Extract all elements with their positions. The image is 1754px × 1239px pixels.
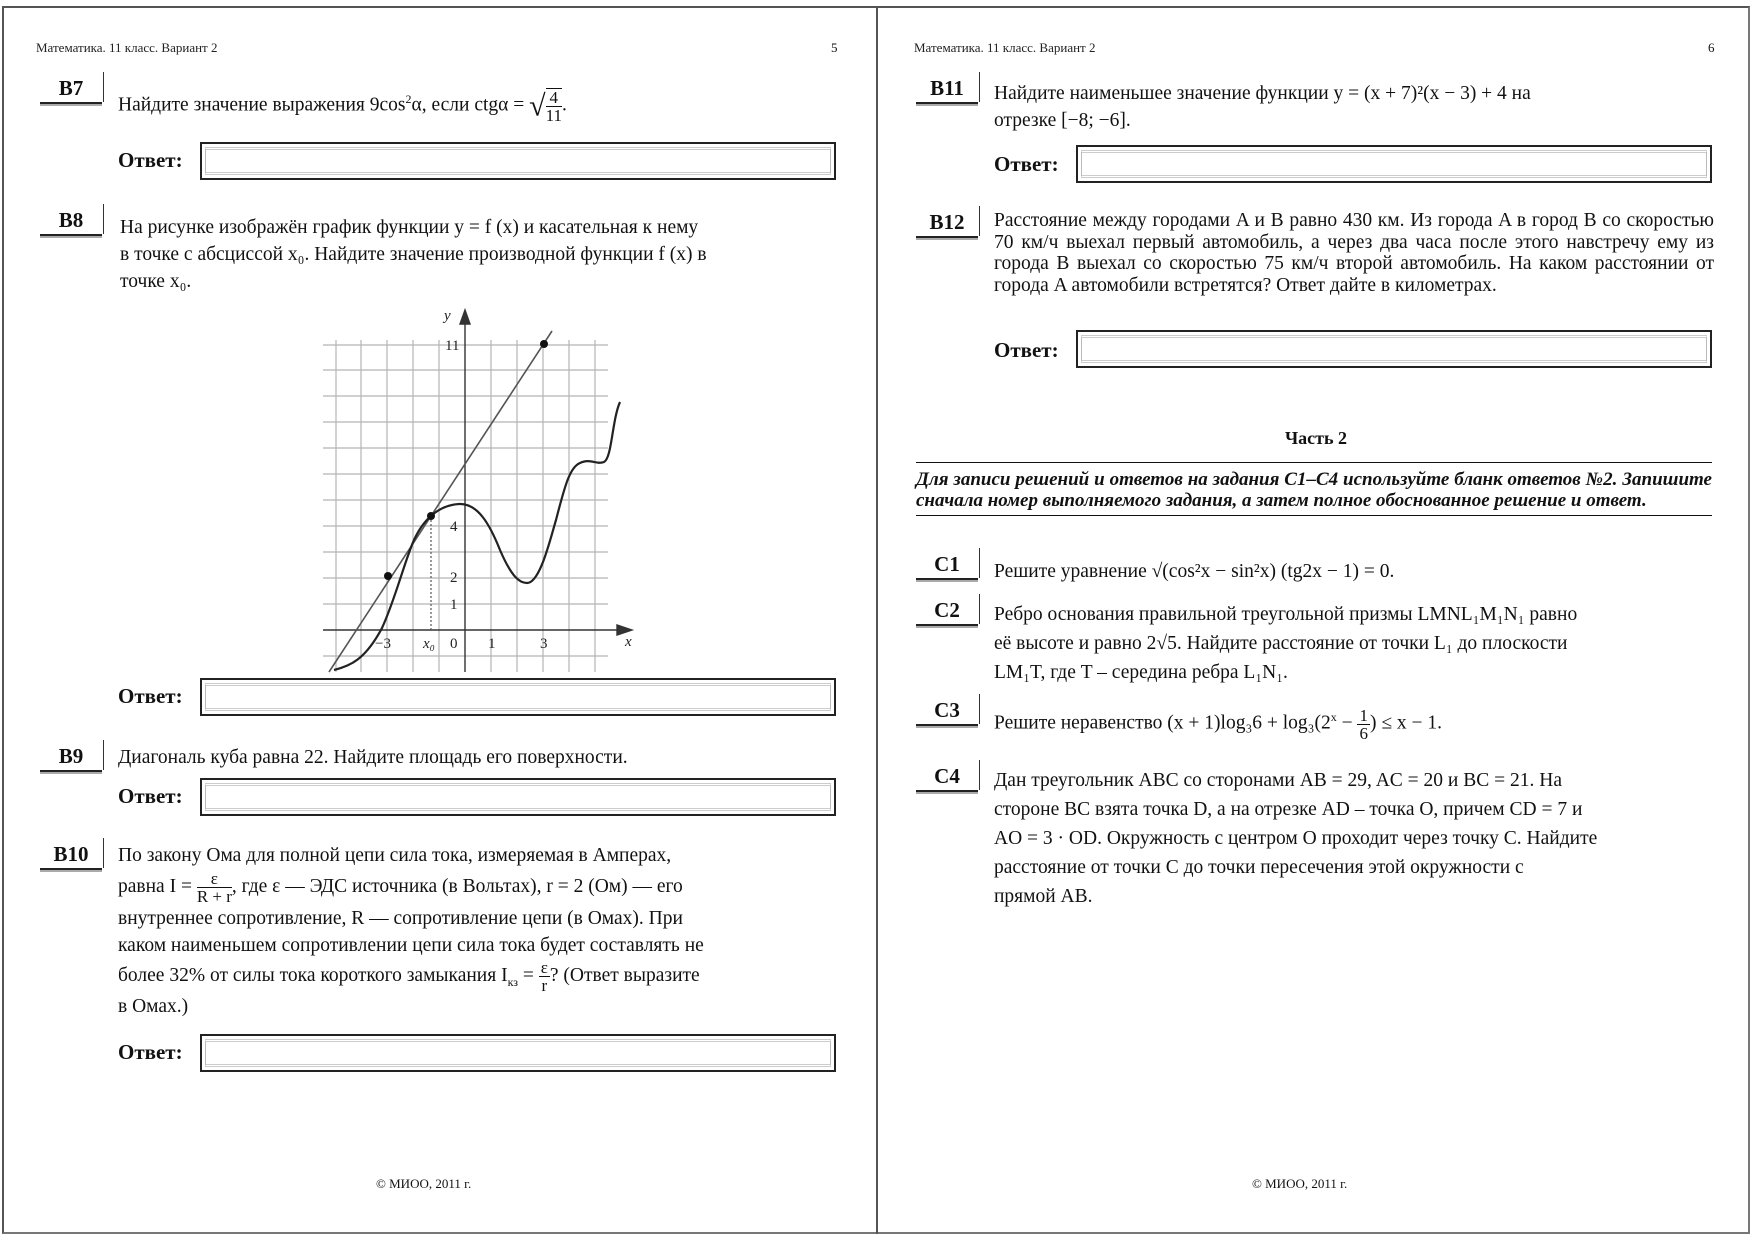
fraction-denominator: 11 bbox=[545, 106, 562, 126]
task-label-text: C4 bbox=[934, 764, 960, 788]
task-label-b10 bbox=[40, 842, 102, 870]
page-footer: © МИОО, 2011 г. bbox=[376, 1176, 472, 1191]
task-label-text: C3 bbox=[934, 698, 960, 722]
b10-fraction-2 bbox=[539, 959, 550, 994]
task-text-c4 bbox=[994, 766, 1714, 911]
answer-label-b11: Ответ: bbox=[994, 152, 1059, 176]
b7-fraction bbox=[546, 88, 562, 124]
x-tick-minus3: −3 bbox=[375, 636, 391, 652]
b10-line-3: внутреннее сопротивление, R — сопротивление цепи (в Омах). При bbox=[118, 908, 683, 929]
b10-line5-prefix: более 32% от силы тока короткого замыкания I bbox=[118, 965, 508, 986]
part-2-title: Часть 2 bbox=[1284, 428, 1348, 448]
b8-line-1: На рисунке изображён график функции y = f (x) и касательная к нему bbox=[120, 217, 699, 238]
page-number: 6 bbox=[1708, 40, 1715, 55]
tangency-point-marker bbox=[427, 512, 435, 520]
b7-text-prefix: Найдите значение выражения 9cos bbox=[118, 94, 406, 116]
graph-axes bbox=[323, 310, 632, 672]
sqrt-sign: √ bbox=[529, 89, 546, 123]
answer-input-b12[interactable] bbox=[1084, 338, 1704, 360]
answer-box-b10[interactable] bbox=[200, 1034, 836, 1072]
c2-line-2: её высоте и равно 2√5. Найдите расстояние от точки L₁ до плоскости bbox=[994, 633, 1568, 654]
task-label-text: B8 bbox=[58, 208, 84, 232]
task-text-c2 bbox=[994, 600, 1714, 687]
b10-line-4: каком наименьшем сопротивлении цепи сила тока будет составлять не bbox=[118, 935, 704, 956]
task-text-b11 bbox=[994, 80, 1714, 134]
b7-text-mid: α, если ctgα = bbox=[411, 94, 530, 116]
answer-input-b7[interactable] bbox=[208, 150, 828, 172]
task-label-text: B12 bbox=[929, 210, 965, 234]
answer-box-b12[interactable] bbox=[1076, 330, 1712, 368]
tangent-line bbox=[329, 331, 552, 672]
x-tick-0: 0 bbox=[450, 636, 458, 652]
fraction-numerator: ε bbox=[540, 958, 548, 978]
b10-line5-suffix: ? (Ответ выразите bbox=[549, 965, 700, 986]
task-label-text: B9 bbox=[58, 744, 84, 768]
c4-line-1: Дан треугольник ABC со сторонами AB = 29, AC = 20 и BC = 21. На bbox=[994, 770, 1562, 791]
task-label-c2 bbox=[916, 598, 978, 626]
b10-line-5 bbox=[118, 958, 838, 996]
x-tick-1: 1 bbox=[488, 636, 496, 652]
answer-label-b9: Ответ: bbox=[118, 784, 183, 808]
c4-line-4: расстояние от точки C до точки пересечения этой окружности с bbox=[994, 857, 1524, 878]
x-tick-x0: x₀ bbox=[423, 636, 435, 652]
fraction-denominator: R + r bbox=[196, 887, 232, 907]
task-label-text: C1 bbox=[934, 552, 960, 576]
x-axis-label: x bbox=[625, 634, 632, 650]
b10-line-2 bbox=[118, 869, 838, 905]
b10-line5-mid: = bbox=[518, 965, 539, 986]
task-text-b10 bbox=[118, 842, 838, 1020]
task-text-c1: Решите уравнение √(cos²x − sin²x) (tg2x − 1) = 0. bbox=[994, 561, 1395, 582]
b10-line2-prefix: равна I = bbox=[118, 876, 197, 897]
task-label-text: B11 bbox=[930, 76, 964, 100]
c4-line-3: AO = 3 · OD. Окружность с центром O проходит через точку C. Найдите bbox=[994, 828, 1598, 849]
fraction-denominator: 6 bbox=[1359, 723, 1368, 743]
task-text-b7 bbox=[118, 86, 758, 124]
task-label-text: C2 bbox=[934, 598, 960, 622]
task-text-c3 bbox=[994, 704, 1714, 742]
b10-fraction bbox=[197, 870, 232, 905]
answer-box-b8[interactable] bbox=[200, 678, 836, 716]
page-header: Математика. 11 класс. Вариант 2 bbox=[36, 40, 218, 55]
b11-line-2: отрезке [−8; −6]. bbox=[994, 110, 1131, 131]
b10-line2-suffix: , где ε — ЭДС источника (в Вольтах), r = 2 (Ом) — его bbox=[231, 876, 683, 897]
c4-line-2: стороне BC взята точка D, а на отрезке AD – точка O, причем CD = 7 и bbox=[994, 799, 1583, 820]
answer-label-b10: Ответ: bbox=[118, 1040, 183, 1064]
c3-text-prefix: Решите неравенство (x + 1)log₃6 + log₃(2 bbox=[994, 712, 1331, 734]
answer-input-b11[interactable] bbox=[1084, 153, 1704, 175]
answer-label-b7: Ответ: bbox=[118, 148, 183, 172]
c2-line-3: LM₁T, где T – середина ребра L₁N₁. bbox=[994, 662, 1288, 683]
y-tick-4: 4 bbox=[450, 519, 458, 535]
c4-line-5: прямой AB. bbox=[994, 886, 1093, 907]
answer-box-b11[interactable] bbox=[1076, 145, 1712, 183]
task-label-text: B10 bbox=[53, 842, 89, 866]
c3-exponent: x bbox=[1330, 710, 1337, 724]
y-tick-11: 11 bbox=[445, 338, 460, 354]
task-label-b12 bbox=[916, 210, 978, 238]
c3-text-mid: − bbox=[1336, 712, 1358, 734]
answer-input-b8[interactable] bbox=[208, 686, 828, 708]
fraction-denominator: r bbox=[541, 976, 548, 996]
task-label-c1 bbox=[916, 552, 978, 580]
b11-line-1: Найдите наименьшее значение функции y = (x + 7)²(x − 3) + 4 на bbox=[994, 83, 1531, 104]
b7-text-suffix: . bbox=[561, 94, 567, 116]
point-marker bbox=[384, 572, 392, 580]
x-tick-3: 3 bbox=[540, 636, 548, 652]
task-label-b7 bbox=[40, 76, 102, 104]
task-label-b11 bbox=[916, 76, 978, 104]
point-marker bbox=[540, 340, 548, 348]
answer-input-b9[interactable] bbox=[208, 786, 828, 808]
b10-line-1: По закону Ома для полной цепи сила тока, измеряемая в Амперах, bbox=[118, 845, 672, 866]
task-text-b8 bbox=[120, 214, 836, 295]
task-label-b8 bbox=[40, 208, 102, 236]
task-text-b12: Расстояние между городами A и B равно 430 км. Из города A в город B со скоростью 70 км/ч выехал первый автомобиль, а через два часа после этого навстречу ему из города B выехал со скоростью 75 км/ч второй автомобиль. На каком расстоянии от города A автомобили встретятся? Ответ дайте в километрах. bbox=[994, 210, 1714, 296]
fraction-numerator: ε bbox=[197, 870, 232, 888]
y-tick-1: 1 bbox=[450, 597, 458, 613]
c2-line-1: Ребро основания правильной треугольной призмы LMNL₁M₁N₁ равно bbox=[994, 604, 1578, 625]
answer-box-b9[interactable] bbox=[200, 778, 836, 816]
y-axis-arrow-icon bbox=[460, 310, 470, 324]
b10-subscript: кз bbox=[507, 974, 518, 989]
page-header: Математика. 11 класс. Вариант 2 bbox=[914, 40, 1096, 55]
right-page bbox=[878, 0, 1754, 1239]
answer-input-b10[interactable] bbox=[208, 1042, 828, 1064]
task-label-c3 bbox=[916, 698, 978, 726]
fraction-numerator: 4 bbox=[546, 89, 562, 107]
part-2-instructions: Для записи решений и ответов на задания С1–С4 используйте бланк ответов №2. Запишите сначала номер выполняемого задания, а затем полное обоснованное решение и ответ. bbox=[916, 462, 1712, 516]
b8-line-3: точке x₀. bbox=[120, 271, 192, 292]
task-label-b9 bbox=[40, 744, 102, 772]
task-text-b9: Диагональ куба равна 22. Найдите площадь его поверхности. bbox=[118, 747, 628, 768]
page-number: 5 bbox=[831, 40, 838, 55]
c3-fraction bbox=[1357, 707, 1370, 742]
y-tick-2: 2 bbox=[450, 570, 458, 586]
fraction-numerator: 1 bbox=[1359, 705, 1368, 725]
b10-line-6: в Омах.) bbox=[118, 996, 189, 1017]
task-label-text: B7 bbox=[58, 76, 84, 100]
b7-exponent: 2 bbox=[405, 92, 412, 106]
function-graph bbox=[300, 300, 640, 680]
c3-text-suffix: ) ≤ x − 1. bbox=[1369, 712, 1443, 734]
page-footer: © МИОО, 2011 г. bbox=[1252, 1176, 1348, 1191]
b8-line-2: в точке с абсциссой x₀. Найдите значение производной функции f (x) в bbox=[120, 244, 707, 265]
task-label-c4 bbox=[916, 764, 978, 792]
answer-box-b7[interactable] bbox=[200, 142, 836, 180]
y-axis-label: y bbox=[444, 308, 451, 324]
answer-label-b8: Ответ: bbox=[118, 684, 183, 708]
answer-label-b12: Ответ: bbox=[994, 338, 1059, 362]
